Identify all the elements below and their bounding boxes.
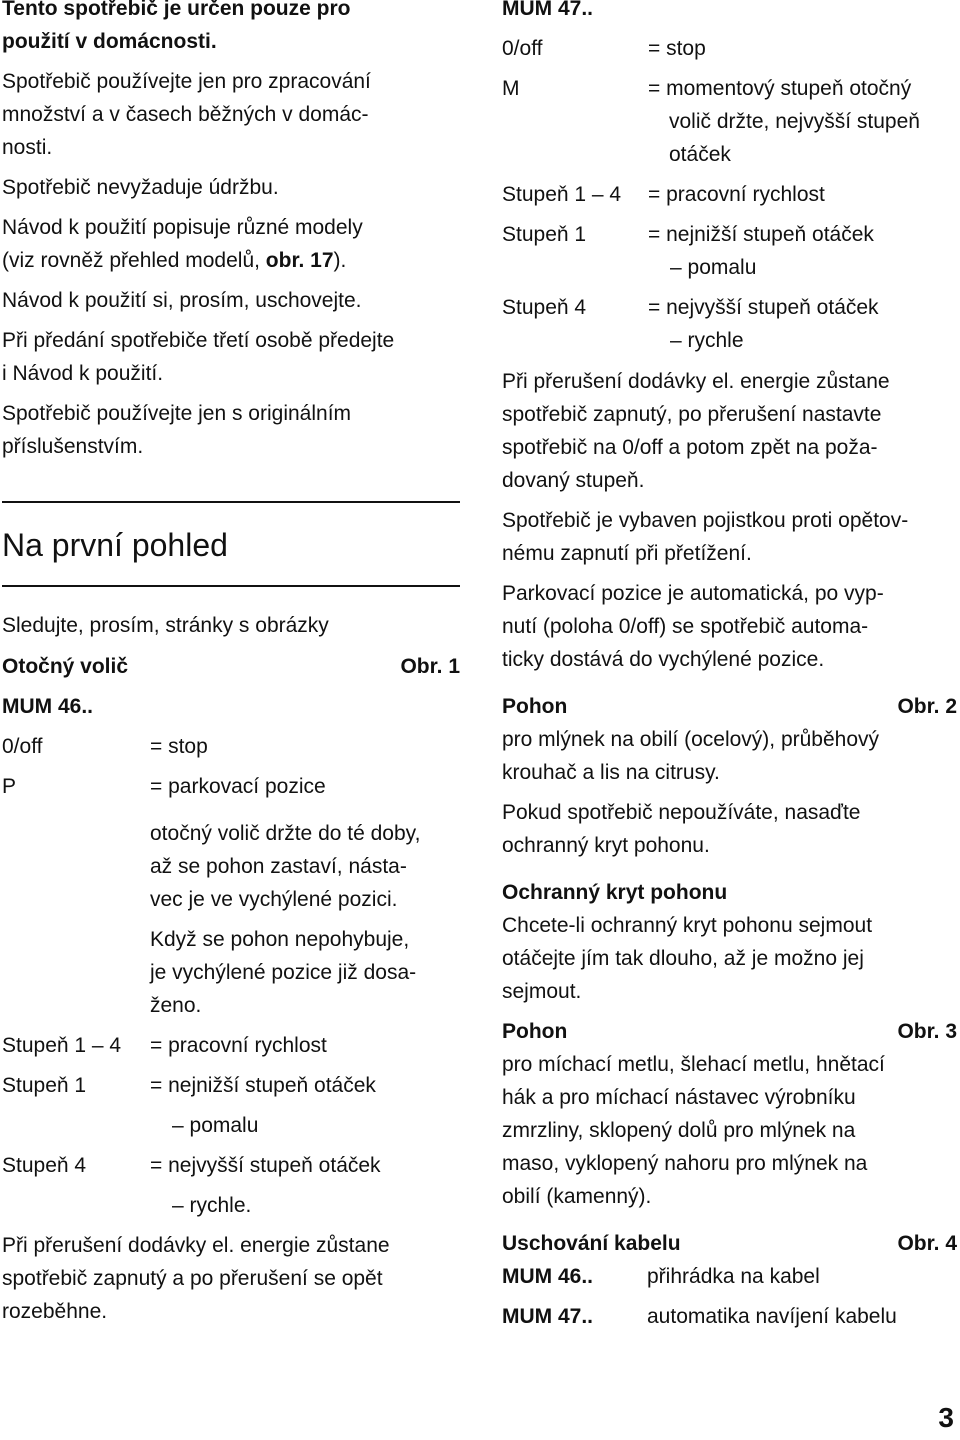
- setting-value: = parkovací pozice: [150, 775, 326, 798]
- power-line: rozeběhne.: [2, 1300, 108, 1323]
- drive-label: Pohon: [502, 695, 568, 718]
- figure-ref-4: Obr. 4: [897, 1232, 957, 1255]
- drive-1-header: [502, 690, 957, 723]
- speed-4-sub: – rychle.: [172, 1194, 252, 1217]
- setting-key: Stupeň 1 – 4: [502, 183, 622, 206]
- rotary-switch-label: Otočný volič: [2, 655, 129, 678]
- setting-off-row: [502, 32, 957, 65]
- figure-ref-1: Obr. 1: [400, 655, 460, 678]
- page-number: 3: [938, 1402, 954, 1433]
- cover-title: Ochranný kryt pohonu: [502, 881, 728, 904]
- drive-line: krouhač a lis na citrusy.: [502, 761, 720, 784]
- setting-key: 0/off: [2, 735, 43, 758]
- setting-value: = nejnižší stupeň otáček: [648, 223, 874, 246]
- figure-ref-3: Obr. 3: [897, 1020, 957, 1043]
- speed-range-row: [502, 178, 957, 211]
- overload-line: Spotřebič je vybaven pojistkou proti opětov-: [502, 509, 909, 532]
- setting-value: = pracovní rychlost: [648, 183, 825, 206]
- park-note-2: [2, 923, 460, 1022]
- cable-mum47-row: [502, 1300, 957, 1333]
- models-figure-ref: obr. 17: [265, 249, 334, 272]
- models-text: ).: [333, 249, 347, 272]
- overload-line: nému zapnutí při přetížení.: [502, 542, 752, 565]
- intro-line-1: Tento spotřebič je určen pouze pro: [2, 0, 351, 20]
- models-text: (viz rovněž přehled modelů,: [2, 249, 266, 272]
- park-note-1: [2, 817, 460, 916]
- unused-line: Pokud spotřebič nepoužíváte, nasaďte: [502, 801, 861, 824]
- setting-value-line: otáček: [669, 143, 731, 166]
- setting-value: = nejvyšší stupeň otáček: [150, 1154, 381, 1177]
- setting-value-line: = momentový stupeň otočný: [648, 77, 912, 100]
- models-line: Návod k použití popisuje různé modely: [2, 216, 363, 239]
- drive-line: maso, vyklopený nahoru pro mlýnek na: [502, 1152, 868, 1175]
- unused-paragraph: [502, 796, 957, 862]
- usage-line: Spotřebič používejte jen pro zpracování: [2, 70, 371, 93]
- usage-paragraph: [2, 65, 460, 164]
- setting-value: = pracovní rychlost: [150, 1034, 327, 1057]
- parking-paragraph: [502, 577, 957, 676]
- cover-description: [502, 909, 957, 1008]
- speed-range-row: [2, 1029, 460, 1062]
- rotary-switch-row: [2, 650, 460, 683]
- setting-value: [648, 72, 957, 171]
- usage-line: nosti.: [2, 136, 53, 159]
- cover-line: otáčejte jím tak dlouho, až je možno jej: [502, 947, 864, 970]
- setting-value: = nejnižší stupeň otáček: [150, 1074, 376, 1097]
- cable-model-key: MUM 47..: [502, 1305, 594, 1328]
- see-pictures-text: Sledujte, prosím, stránky s obrázky: [2, 614, 329, 637]
- heading-rule-top: [2, 501, 460, 503]
- handover-line: i Návod k použití.: [2, 362, 164, 385]
- setting-key: Stupeň 1: [2, 1074, 87, 1097]
- right-column: [502, 0, 957, 1333]
- drive-label: Pohon: [502, 1020, 568, 1043]
- cable-model-value: přihrádka na kabel: [647, 1265, 820, 1288]
- setting-value: = stop: [150, 735, 208, 758]
- cable-model-value: automatika navíjení kabelu: [647, 1305, 897, 1328]
- setting-m-row: [502, 72, 957, 171]
- cable-title: Uschování kabelu: [502, 1232, 681, 1255]
- cable-header: [502, 1227, 957, 1260]
- setting-value: = stop: [648, 37, 706, 60]
- drive-line: pro míchací metlu, šlehací metlu, hnětací: [502, 1053, 885, 1076]
- power-line: Při přerušení dodávky el. energie zůstane: [502, 370, 890, 393]
- unused-line: ochranný kryt pohonu.: [502, 834, 710, 857]
- models-line: [2, 244, 460, 277]
- setting-key: P: [2, 775, 17, 798]
- park-note-line: je vychýlené pozice již dosa-: [150, 961, 417, 984]
- cable-mum46-row: [502, 1260, 957, 1293]
- setting-key: Stupeň 1 – 4: [2, 1034, 122, 1057]
- power-line: spotřebič na 0/off a potom zpět na poža-: [502, 436, 878, 459]
- speed-1-sub: – pomalu: [172, 1114, 259, 1137]
- intro-line-2: použití v domácnosti.: [2, 30, 217, 53]
- overload-paragraph: [502, 504, 957, 570]
- cable-model-key: MUM 46..: [502, 1265, 594, 1288]
- handover-paragraph: [2, 324, 460, 390]
- parking-line: ticky dostává do vychýlené pozice.: [502, 648, 825, 671]
- left-column: [2, 0, 460, 1328]
- power-line: Při přerušení dodávky el. energie zůstane: [2, 1234, 390, 1257]
- drive-line: obilí (kamenný).: [502, 1185, 652, 1208]
- setting-value: = nejvyšší stupeň otáček: [648, 296, 879, 319]
- speed-4-row: [502, 291, 957, 324]
- drive-2-description: [502, 1048, 957, 1213]
- accessories-line: Spotřebič používejte jen s originálním: [2, 402, 352, 425]
- drive-2-header: [502, 1015, 957, 1048]
- speed-1-sub: – pomalu: [670, 256, 757, 279]
- park-note-line: Když se pohon nepohybuje,: [150, 928, 410, 951]
- parking-line: nutí (poloha 0/off) se spotřebič automa-: [502, 615, 869, 638]
- usage-line: množství a v časech běžných v domác-: [2, 103, 369, 126]
- setting-value-line: volič držte, nejvyšší stupeň: [669, 110, 920, 133]
- park-note-line: ženo.: [150, 994, 202, 1017]
- model-mum47-label: MUM 47..: [502, 0, 594, 20]
- drive-line: pro mlýnek na obilí (ocelový), průběhový: [502, 728, 880, 751]
- maintenance-paragraph: Spotřebič nevyžaduje údržbu.: [2, 176, 279, 199]
- park-note-line: otočný volič držte do té doby,: [150, 822, 421, 845]
- drive-line: hák a pro míchací nástavec výrobníku: [502, 1086, 856, 1109]
- park-note-line: vec je ve vychýlené pozici.: [150, 888, 398, 911]
- speed-1-row: [502, 218, 957, 251]
- models-paragraph: [2, 211, 460, 277]
- accessories-line: příslušenstvím.: [2, 435, 144, 458]
- power-outage-paragraph: [2, 1229, 460, 1328]
- section-heading: Na první pohled: [2, 527, 228, 563]
- cover-line: sejmout.: [502, 980, 582, 1003]
- drive-line: zmrzliny, sklopený dolů pro mlýnek na: [502, 1119, 856, 1142]
- cover-line: Chcete-li ochranný kryt pohonu sejmout: [502, 914, 873, 937]
- speed-1-row: [2, 1069, 460, 1102]
- keep-manual-paragraph: Návod k použití si, prosím, uschovejte.: [2, 289, 362, 312]
- setting-key: Stupeň 4: [2, 1154, 87, 1177]
- power-line: spotřebič zapnutý, po přerušení nastavte: [502, 403, 882, 426]
- parking-line: Parkovací pozice je automatická, po vyp-: [502, 582, 884, 605]
- setting-off-row: [2, 730, 460, 763]
- setting-key: 0/off: [502, 37, 543, 60]
- power-outage-paragraph: [502, 365, 957, 497]
- accessories-paragraph: [2, 397, 460, 463]
- setting-key: M: [502, 77, 520, 100]
- setting-key: Stupeň 4: [502, 296, 587, 319]
- setting-p-row: [2, 770, 460, 803]
- park-note-line: až se pohon zastaví, násta-: [150, 855, 407, 878]
- handover-line: Při předání spotřebiče třetí osobě předejte: [2, 329, 395, 352]
- power-line: dovaný stupeň.: [502, 469, 645, 492]
- model-mum46-label: MUM 46..: [2, 695, 94, 718]
- heading-rule-bottom: [2, 585, 460, 587]
- speed-4-row: [2, 1149, 460, 1182]
- drive-1-description: [502, 723, 957, 789]
- figure-ref-2: Obr. 2: [897, 695, 957, 718]
- power-line: spotřebič zapnutý a po přerušení se opět: [2, 1267, 383, 1290]
- speed-4-sub: – rychle: [670, 329, 744, 352]
- setting-key: Stupeň 1: [502, 223, 587, 246]
